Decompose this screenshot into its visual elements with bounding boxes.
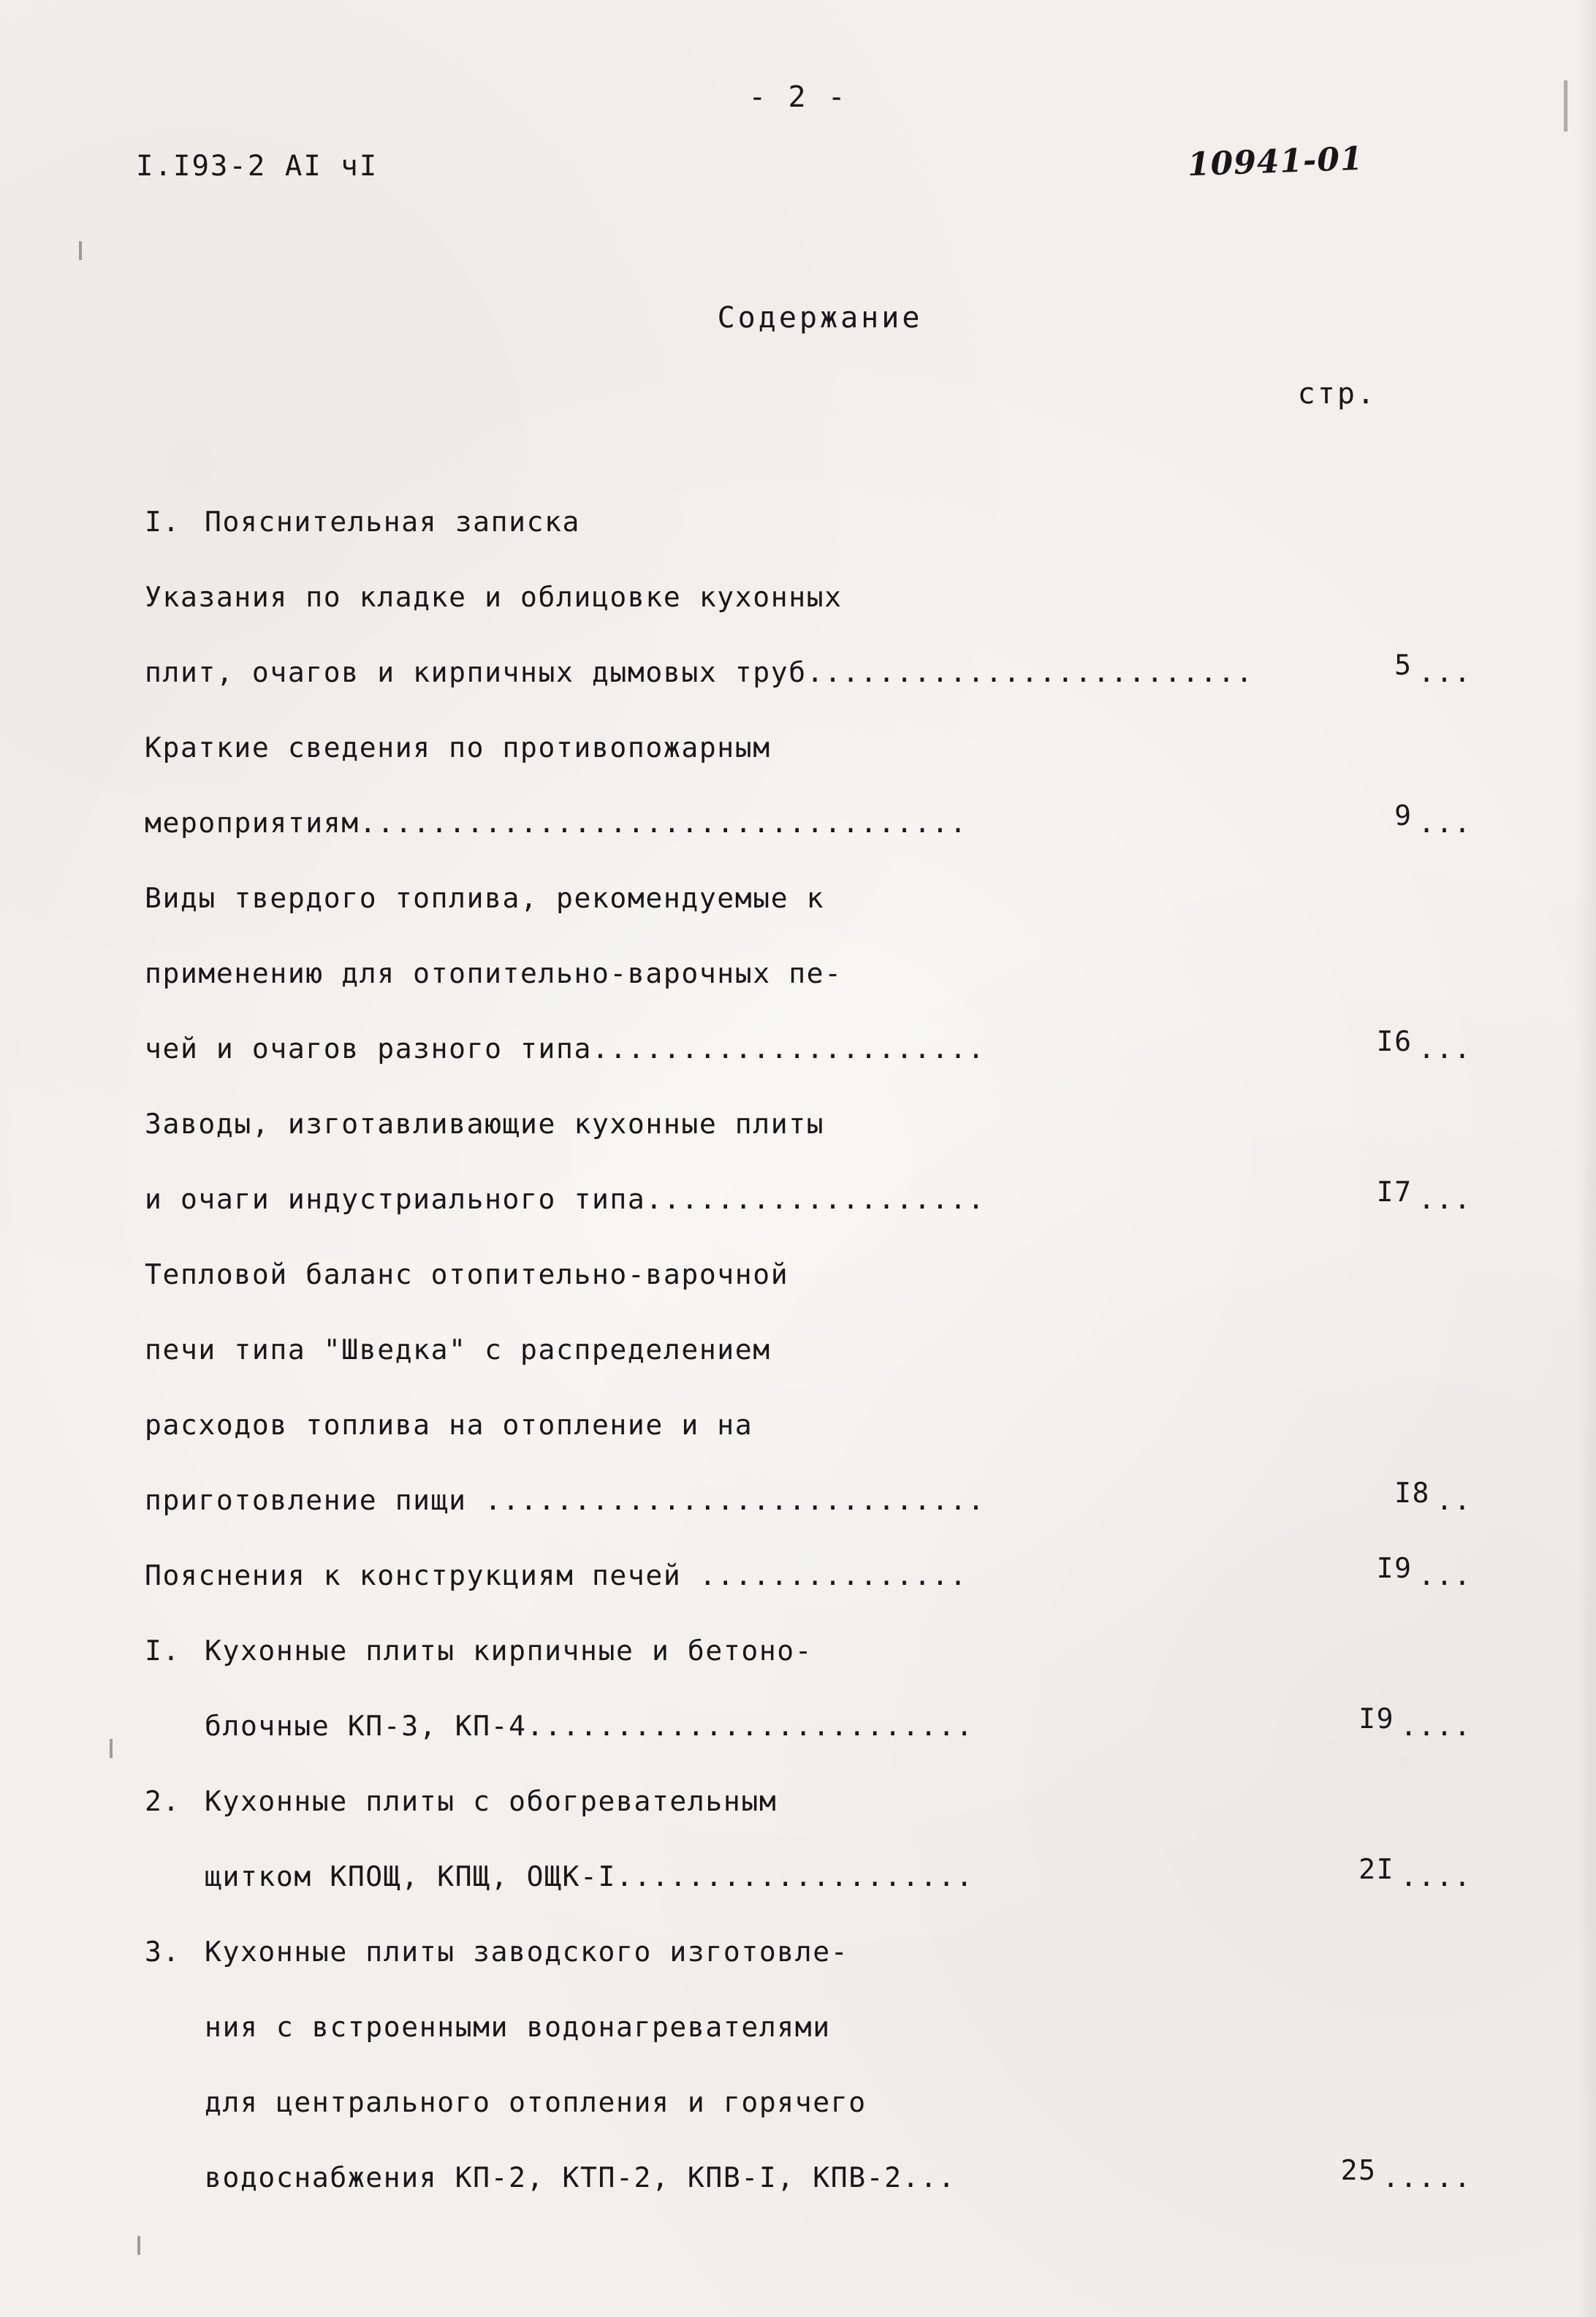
toc-leader-dots: ...................... [591,1035,986,1062]
toc-leader-tail: ... [1418,1559,1472,1591]
toc-page-number: I7 [1376,1176,1413,1208]
toc-leader-dots: ... [902,2164,957,2191]
toc-item-label: плит, очагов и кирпичных дымовых труб [145,656,807,688]
toc-row [145,761,1472,837]
toc-item-label: Кухонные плиты с обогревательным [205,1785,778,1817]
toc-leader-dots: ................... [645,1185,986,1213]
toc-row [145,2041,1472,2116]
toc-row [145,611,1472,686]
toc-item-label: применению для отопительно-варочных пе- [145,957,843,989]
margin-tick-mark [110,1739,113,1758]
toc-page-number: 9 [1394,799,1413,832]
toc-row [145,1740,1472,1815]
toc-page-number: I9 [1358,1702,1395,1735]
toc-item-label: Пояснения к конструкциям печей [145,1559,699,1591]
toc-row [145,1966,1472,2041]
toc-item-label: Указания по кладке и облицовке кухонных [145,581,843,613]
toc-leader-dots: .................... [616,1863,974,1890]
document-code: I.I93-2 AI чI [136,150,379,183]
toc-item-label: чей и очагов разного типа [145,1032,592,1065]
toc-leader-dots: ............... [699,1561,968,1589]
toc-row [145,1363,1472,1439]
toc-row [145,837,1472,912]
toc-item-label: расходов топлива на отопление и на [145,1409,753,1441]
toc-row [145,1138,1472,1213]
toc-row [145,1062,1472,1138]
table-of-contents [145,460,1472,2194]
toc-leader-tail: .. [1436,1484,1472,1516]
toc-item-label: Виды твердого топлива, рекомендуемые к [145,882,825,914]
toc-leader-tail: ... [1418,1032,1472,1065]
toc-item-label: Пояснительная записка [205,506,581,538]
toc-row [145,2116,1472,2194]
toc-page-number: 2I [1358,1853,1395,1885]
toc-item-label: водоснабжения КП-2, КТП-2, КПВ-I, КПВ-2 [205,2161,902,2194]
toc-item-label: для центрального отопления и горячего [205,2086,867,2118]
toc-item-number: 3. [145,1936,180,1968]
page-number: - 2 - [748,80,848,114]
toc-page-number: I6 [1376,1025,1413,1057]
archive-stamp-number: 10941-01 [1187,140,1364,184]
toc-item-label: Кухонные плиты кирпичные и бетоно- [205,1635,813,1667]
toc-leader-tail: ... [1418,807,1472,839]
toc-item-label: Краткие сведения по противопожарным [145,731,771,764]
toc-item-label: ния с встроенными водонагревателями [205,2011,831,2043]
toc-page-number: I8 [1394,1477,1431,1509]
toc-leader-dots: ......................... [806,658,1254,686]
toc-page-number: I9 [1376,1552,1413,1584]
toc-item-number: 2. [145,1785,180,1817]
toc-row [145,1288,1472,1366]
toc-leader-tail: .... [1400,1710,1472,1742]
toc-row [145,1514,1472,1589]
toc-row [145,987,1472,1065]
toc-item-label: мероприятиям [145,807,360,839]
page-column-label: стр. [1297,377,1377,411]
toc-item-label: щитком КПОЩ, КПЩ, ОЩК-I [205,1860,616,1892]
toc-row [145,1815,1472,1890]
paper-edge-shadow [1577,0,1596,2317]
toc-leader-tail: ... [1418,1183,1472,1215]
toc-leader-dots: ............................ [484,1486,986,1514]
toc-item-label: и очаги индустриального типа [145,1183,646,1215]
toc-leader-tail: ..... [1382,2161,1472,2194]
toc-leader-tail: ... [1418,656,1472,688]
toc-item-label: Тепловой баланс отопительно-варочной [145,1258,789,1290]
toc-row [145,1589,1472,1667]
toc-leader-tail: .... [1400,1860,1472,1892]
toc-row [145,686,1472,764]
margin-tick-mark [137,2236,140,2255]
toc-page-number: 25 [1340,2154,1377,2186]
toc-item-label: приготовление пищи [145,1484,485,1516]
toc-row [145,912,1472,987]
toc-page-number: 5 [1394,649,1413,681]
toc-row [145,1664,1472,1740]
toc-item-label: блочные КП-3, КП-4 [205,1710,527,1742]
margin-tick-mark [79,241,82,260]
page-title: Содержание [717,301,923,335]
toc-item-number: I. [145,506,180,538]
toc-row [145,460,1472,536]
toc-leader-dots: .................................. [359,809,968,837]
toc-item-label: печи типа "Шведка" с распределением [145,1333,771,1366]
toc-item-label: Заводы, изготавливающие кухонные плиты [145,1108,825,1140]
toc-row [145,536,1472,611]
toc-item-number: I. [145,1635,180,1667]
toc-row [145,1439,1472,1514]
toc-row [145,1890,1472,1966]
toc-item-label: Кухонные плиты заводского изготовле- [205,1936,849,1968]
toc-row [145,1213,1472,1288]
toc-leader-dots: ......................... [526,1712,974,1740]
